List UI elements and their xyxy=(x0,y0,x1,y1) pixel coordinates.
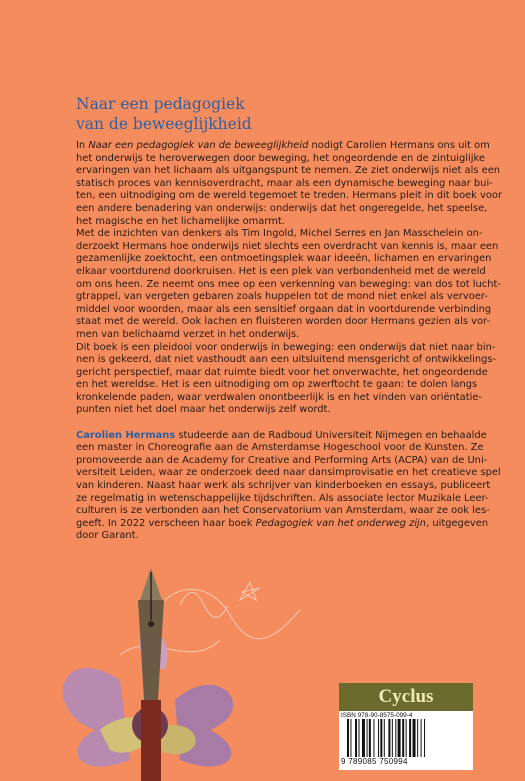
text-segment: gezamenlijke zoektocht, een ontmoetingsplek waar ideeën, lichamen en ervaringen xyxy=(76,253,492,265)
text-segment: gtrappel, van vergeten gebaren zoals huppelen tot de mond niet enkel als vervoer- xyxy=(76,291,488,303)
text-segment: middel voor woorden, maar als een sensitief orgaan dat in voortdurende verbinding xyxy=(76,303,492,315)
text-segment: ze regelmatig in wetenschappelijke tijdschriften. Als associate lector Muzikale Leer- xyxy=(76,492,489,504)
text-segment: een andere benadering van onderwijs: onderwijs dat het ongeregelde, het speelse, xyxy=(76,202,488,214)
text-segment: studeerde aan de Radboud Universiteit Nijmegen en behaalde xyxy=(175,429,487,441)
text-segment: een master in Choreografie aan de Amsterdamse Hogeschool voor de Kunsten. Ze xyxy=(76,442,484,454)
text-line xyxy=(76,216,459,229)
text-segment: kronkelende paden, waar verdwalen onontbeerlijk is en het vinden van oriëntatie- xyxy=(76,391,482,403)
text-line xyxy=(76,140,490,153)
text-segment: men van belichaamd verzet in het onderwijs. xyxy=(76,328,300,340)
text-segment: geeft. In 2022 verscheen haar boek xyxy=(76,517,256,529)
text-segment: statisch proces van kennisoverdracht, maar als een dynamische beweging naar bui- xyxy=(76,177,493,189)
title-line-2: van de beweeglijkheid xyxy=(76,115,252,133)
text-segment: culturen is ze verbonden aan het Conservatorium van Amsterdam, waar ze ook les- xyxy=(76,505,490,517)
text-segment: In xyxy=(76,140,89,151)
text-segment: door Garant. xyxy=(76,530,139,542)
text-segment: van kinderen. Naast haar werk als schrijver van kinderboeken en essays, publiceert xyxy=(76,480,491,492)
text-line xyxy=(76,530,459,543)
text-line xyxy=(76,278,501,292)
text-line xyxy=(76,379,478,392)
text-segment: nodigt Carolien Hermans ons uit om xyxy=(308,140,490,151)
text-segment: het magische en het lichamelijke omarmt. xyxy=(76,215,285,227)
text-line xyxy=(76,228,483,241)
text-line xyxy=(76,354,497,367)
book-title xyxy=(76,94,456,134)
text-line xyxy=(76,467,501,480)
text-segment: het onderwijs te heroverwegen door beweging, het ongeordende en de zintuiglijke xyxy=(76,152,485,164)
isbn-label: ISBN 978-90-8575-099-4 xyxy=(341,712,413,719)
text-segment: promoveerde aan de Academy for Creative and Performing Arts (ACPA) van de Uni- xyxy=(76,454,488,466)
text-segment: en het wereldse. Het is een uitnodiging om op zwerftocht te gaan: te dolen langs xyxy=(76,379,478,391)
text-line xyxy=(76,505,490,518)
title-line-1: Naar een pedagogiek xyxy=(76,95,245,113)
pen-nib-icon xyxy=(138,568,164,781)
text-line xyxy=(76,303,492,317)
text-line xyxy=(76,341,496,355)
text-line xyxy=(76,316,491,329)
barcode-number: 9 789085 750994 xyxy=(341,757,408,766)
text-line xyxy=(76,454,488,468)
text-segment: elkaar voortdurend doorkruisen. Het is een plek van verbondenheid met de wereld xyxy=(76,265,486,277)
text-line xyxy=(76,442,484,455)
author-name: Carolien Hermans xyxy=(76,429,176,441)
text-segment: derzoekt Hermans hoe onderwijs niet slechts een overdracht van kennis is, maar een xyxy=(76,240,499,252)
text-line xyxy=(76,391,482,405)
text-line xyxy=(76,265,486,279)
text-segment: gericht perspectief, maar dat ruimte biedt voor het onverwachte, het ongeordende xyxy=(76,366,488,378)
text-segment: Dit boek is een pleidooi voor onderwijs in beweging: een onderwijs dat niet naar bin- xyxy=(76,341,496,353)
text-segment: punten niet het doel maar het onderwijs zelf wordt. xyxy=(76,404,331,416)
text-line xyxy=(76,253,492,266)
publisher-logo: Cyclus xyxy=(339,683,473,711)
text-line xyxy=(76,190,503,203)
text-line xyxy=(76,177,493,191)
text-segment: , uitgegeven xyxy=(426,517,489,529)
paragraph-gap xyxy=(76,417,459,430)
text-line xyxy=(76,429,487,443)
text-line xyxy=(76,492,489,506)
text-segment: nen is gekeerd, dat niet vasthoudt aan een uitsluitend mensgericht of ontwikkelings- xyxy=(76,354,497,366)
text-line xyxy=(76,480,491,493)
text-line xyxy=(76,165,501,178)
text-segment: Pedagogiek van het onderweg zijn xyxy=(255,517,427,529)
text-segment: Naar een pedagogiek van de beweeglijkheid xyxy=(88,140,309,151)
blurb-text xyxy=(76,140,503,543)
text-segment: staat met de wereld. Ook lachen en fluisteren worden door Hermans gezien als vor- xyxy=(76,316,491,328)
text-segment: ervaringen van het lichaam als uitgangspunt te nemen. Ze ziet onderwijs niet als een xyxy=(76,165,501,177)
text-segment: ten, een uitnodiging om de wereld tegemoet te treden. Hermans pleit in dit boek voor xyxy=(76,190,503,202)
text-segment: Met de inzichten van denkers als Tim Ingold, Michel Serres en Jan Masschelein on- xyxy=(76,228,483,240)
text-line xyxy=(76,291,488,304)
text-line xyxy=(76,240,499,254)
text-segment: versiteit Leiden, waar ze onderzoek deed naar dansimprovisatie en het creatieve spel xyxy=(76,467,501,479)
text-line xyxy=(76,152,485,166)
text-line xyxy=(76,329,459,342)
text-line xyxy=(76,404,459,417)
text-line xyxy=(76,202,488,216)
text-line xyxy=(76,366,488,380)
text-segment: om ons heen. Ze neemt ons mee op een verkenning van beweging: van dos tot lucht- xyxy=(76,278,501,290)
text-line xyxy=(76,517,489,531)
